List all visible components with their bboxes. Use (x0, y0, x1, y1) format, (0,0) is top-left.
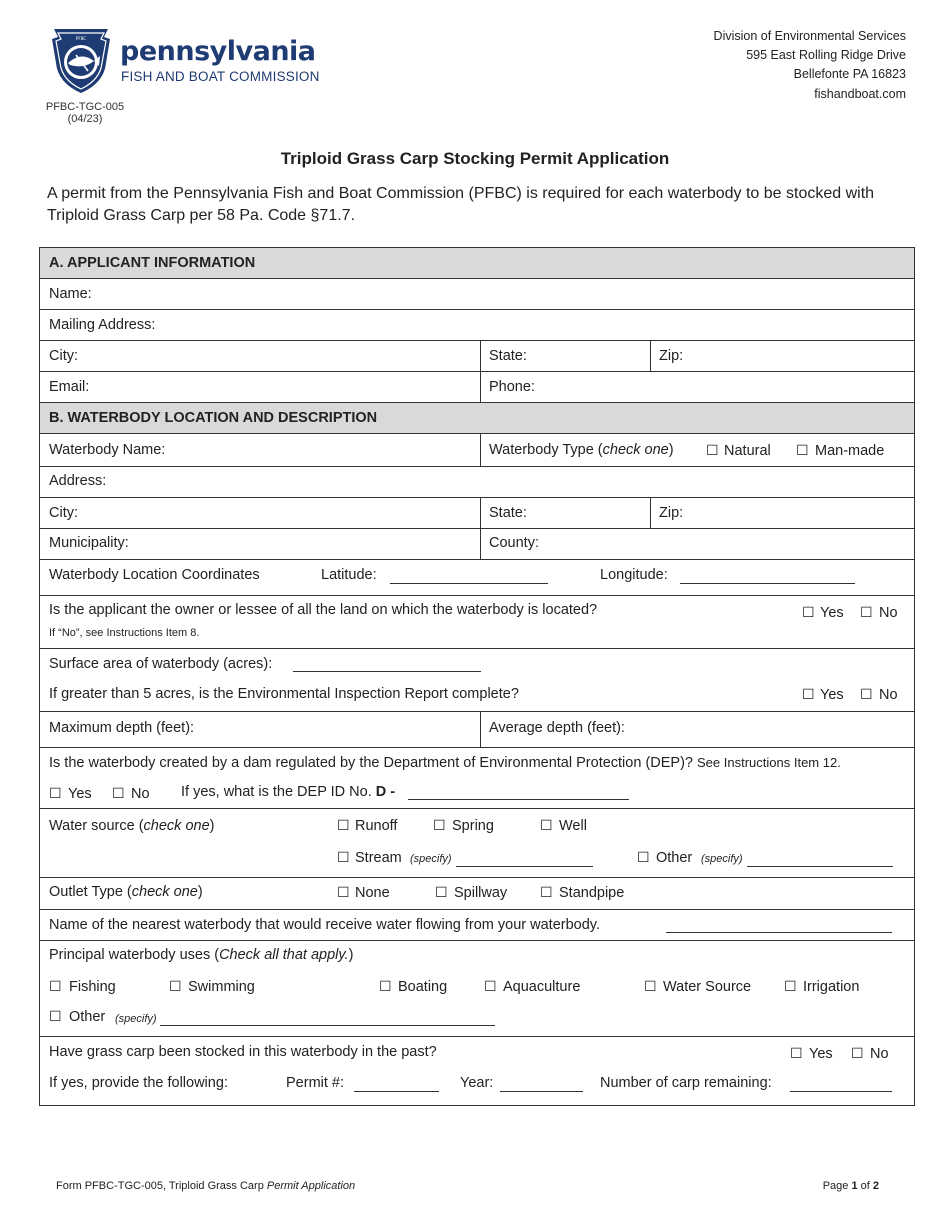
boating-label: Boating (398, 979, 448, 995)
other-source-specify-label: (specify) (701, 853, 743, 865)
name-label: Name: (49, 286, 92, 302)
email-label: Email: (49, 379, 90, 395)
natural-checkbox[interactable]: ☐ (706, 443, 719, 459)
nearest-waterbody-label: Name of the nearest waterbody that would receive water flowing from your waterbody. (49, 917, 600, 933)
depth-row (40, 712, 914, 748)
waterbody-uses-row (40, 941, 914, 1037)
if-yes-label: If yes, provide the following: (49, 1075, 228, 1091)
owner-yes-checkbox[interactable]: ☐ (802, 605, 815, 621)
divider (480, 529, 481, 559)
well-checkbox[interactable]: ☐ (540, 818, 553, 834)
other-source-checkbox[interactable]: ☐ (637, 850, 650, 866)
dam-yes-label: Yes (68, 786, 92, 802)
coordinates-label: Waterbody Location Coordinates (49, 567, 260, 583)
stream-specify-input[interactable] (456, 866, 593, 867)
page-title: Triploid Grass Carp Stocking Permit Application (280, 149, 670, 168)
mailing-address-field[interactable] (40, 310, 914, 341)
footer-form-name: Form PFBC-TGC-005, Triploid Grass Carp Permit Application (56, 1180, 356, 1192)
standpipe-checkbox[interactable]: ☐ (540, 885, 553, 901)
spillway-checkbox[interactable]: ☐ (435, 885, 448, 901)
water-source-use-checkbox[interactable]: ☐ (644, 979, 657, 995)
avg-depth-label: Average depth (feet): (489, 720, 625, 736)
applicant-city-row (40, 341, 914, 372)
runoff-label: Runoff (355, 818, 398, 834)
surface-area-row (40, 649, 914, 712)
stream-specify-label: (specify) (410, 853, 452, 865)
owner-no-checkbox[interactable]: ☐ (860, 605, 873, 621)
permit-input[interactable] (354, 1091, 439, 1092)
waterbody-type-label: Waterbody Type (check one) (489, 442, 674, 458)
water-source-use-label: Water Source (663, 979, 752, 995)
dep-id-input[interactable] (408, 799, 629, 800)
spillway-label: Spillway (454, 885, 508, 901)
municipality-label: Municipality: (49, 535, 129, 551)
owner-note: If “No”, see Instructions Item 8. (49, 627, 200, 639)
pfbc-keystone-logo-icon (48, 25, 114, 95)
longitude-label: Longitude: (600, 567, 668, 583)
dam-yes-checkbox[interactable]: ☐ (49, 786, 62, 802)
dep-id-question: If yes, what is the DEP ID No. D - (181, 784, 396, 800)
applicant-name-field[interactable] (40, 279, 914, 310)
stocked-no-checkbox[interactable]: ☐ (851, 1046, 864, 1062)
env-no-checkbox[interactable]: ☐ (860, 687, 873, 703)
application-form-table (39, 247, 915, 1106)
divider (650, 341, 651, 371)
section-b-header (40, 403, 914, 434)
owner-row (40, 596, 914, 649)
standpipe-label: Standpipe (559, 885, 625, 901)
waterbody-city-row (40, 498, 914, 529)
env-report-question: If greater than 5 acres, is the Environmental Inspection Report complete? (49, 686, 519, 702)
owner-no-label: No (879, 605, 898, 621)
website-link[interactable]: fishandboat.com (814, 86, 906, 101)
stocked-yes-label: Yes (809, 1046, 833, 1062)
other-use-specify-label: (specify) (115, 1013, 157, 1025)
footer-page-number: Page 1 of 2 (822, 1180, 879, 1192)
water-source-row (40, 809, 914, 878)
state-label: State: (489, 505, 527, 521)
address-block (714, 27, 906, 104)
form-code-block (42, 101, 128, 125)
intro-paragraph: A permit from the Pennsylvania Fish and Boat Commission (PFBC) is required for each waterbody to be stocked with Triploid Grass Carp per 58 Pa. Code §71.7. (47, 185, 875, 224)
city-label: City: (49, 348, 78, 364)
other-source-specify-input[interactable] (747, 866, 893, 867)
uses-label: Principal waterbody uses (Check all that apply.) (49, 947, 354, 963)
stream-checkbox[interactable]: ☐ (337, 850, 350, 866)
env-yes-label: Yes (820, 687, 844, 703)
natural-label: Natural (724, 443, 771, 459)
stocked-no-label: No (870, 1046, 889, 1062)
stocked-yes-checkbox[interactable]: ☐ (790, 1046, 803, 1062)
brand-subtitle: FISH AND BOAT COMMISSION (121, 69, 320, 84)
divider (650, 498, 651, 528)
year-label: Year: (460, 1075, 494, 1091)
carp-remaining-label: Number of carp remaining: (600, 1075, 772, 1091)
nearest-waterbody-input[interactable] (666, 932, 892, 933)
address-label: Address: (49, 473, 107, 489)
fishing-checkbox[interactable]: ☐ (49, 979, 62, 995)
max-depth-label: Maximum depth (feet): (49, 720, 195, 736)
address-line-3: Bellefonte PA 16823 (793, 67, 906, 82)
stocked-question: Have grass carp been stocked in this waterbody in the past? (49, 1044, 437, 1060)
surface-area-label: Surface area of waterbody (acres): (49, 656, 273, 672)
none-label: None (355, 885, 390, 901)
nearest-waterbody-row (40, 910, 914, 941)
latitude-label: Latitude: (321, 567, 377, 583)
owner-yes-label: Yes (820, 605, 844, 621)
other-source-label: Other (656, 850, 693, 866)
section-a-header (40, 248, 914, 279)
spring-checkbox[interactable]: ☐ (433, 818, 446, 834)
divider (480, 341, 481, 371)
state-label: State: (489, 348, 527, 364)
divider (480, 498, 481, 528)
other-use-label: Other (69, 1009, 106, 1025)
surface-area-input[interactable] (293, 671, 481, 672)
phone-label: Phone: (489, 379, 535, 395)
swimming-label: Swimming (188, 979, 255, 995)
fishing-label: Fishing (69, 979, 116, 995)
waterbody-name-row (40, 434, 914, 467)
city-label: City: (49, 505, 78, 521)
dam-question: Is the waterbody created by a dam regulated by the Department of Environmental Protection (DEP)? See Instructions Item 12. (49, 755, 841, 771)
address-line-1: Division of Environmental Services (713, 29, 906, 43)
irrigation-checkbox[interactable]: ☐ (784, 979, 797, 995)
dam-row (40, 748, 914, 809)
other-use-checkbox[interactable]: ☐ (49, 1009, 62, 1025)
other-use-specify-input[interactable] (160, 1025, 495, 1026)
env-no-label: No (879, 687, 898, 703)
stocking-history-row (40, 1037, 914, 1106)
coordinates-row (40, 560, 914, 596)
boating-checkbox[interactable]: ☐ (379, 979, 392, 995)
carp-remaining-input[interactable] (790, 1091, 892, 1092)
section-a-title: A. APPLICANT INFORMATION (49, 255, 256, 271)
env-yes-checkbox[interactable]: ☐ (802, 687, 815, 703)
waterbody-address-field[interactable] (40, 467, 914, 498)
permit-label: Permit #: (286, 1075, 345, 1091)
water-source-label: Water source (check one) (49, 818, 215, 834)
dam-no-label: No (131, 786, 150, 802)
divider (480, 434, 481, 466)
form-date: (04/23) (67, 113, 103, 125)
none-checkbox[interactable]: ☐ (337, 885, 350, 901)
applicant-contact-row (40, 372, 914, 403)
dam-no-checkbox[interactable]: ☐ (112, 786, 125, 802)
stream-label: Stream (355, 850, 402, 866)
zip-label: Zip: (659, 505, 684, 521)
longitude-input[interactable] (680, 583, 855, 584)
manmade-checkbox[interactable]: ☐ (796, 443, 809, 459)
year-input[interactable] (500, 1091, 583, 1092)
badge-text: PFBC (75, 36, 87, 41)
form-code: PFBC-TGC-005 (45, 101, 125, 113)
section-b-title: B. WATERBODY LOCATION AND DESCRIPTION (49, 410, 378, 426)
aquaculture-label: Aquaculture (503, 979, 581, 995)
latitude-input[interactable] (390, 583, 548, 584)
waterbody-name-label: Waterbody Name: (49, 442, 166, 458)
mailing-address-label: Mailing Address: (49, 317, 156, 333)
address-line-2: 595 East Rolling Ridge Drive (746, 48, 906, 63)
spring-label: Spring (452, 818, 494, 834)
irrigation-label: Irrigation (803, 979, 860, 995)
zip-label: Zip: (659, 348, 684, 364)
swimming-checkbox[interactable]: ☐ (169, 979, 182, 995)
brand-name: pennsylvania (120, 36, 316, 67)
county-label: County: (489, 535, 539, 551)
owner-question: Is the applicant the owner or lessee of all the land on which the waterbody is located? (49, 602, 598, 618)
runoff-checkbox[interactable]: ☐ (337, 818, 350, 834)
divider (480, 372, 481, 402)
outlet-type-row (40, 878, 914, 910)
divider (480, 712, 481, 747)
manmade-label: Man-made (815, 443, 885, 459)
aquaculture-checkbox[interactable]: ☐ (484, 979, 497, 995)
municipality-row (40, 529, 914, 560)
well-label: Well (559, 818, 587, 834)
outlet-type-label: Outlet Type (check one) (49, 884, 203, 900)
